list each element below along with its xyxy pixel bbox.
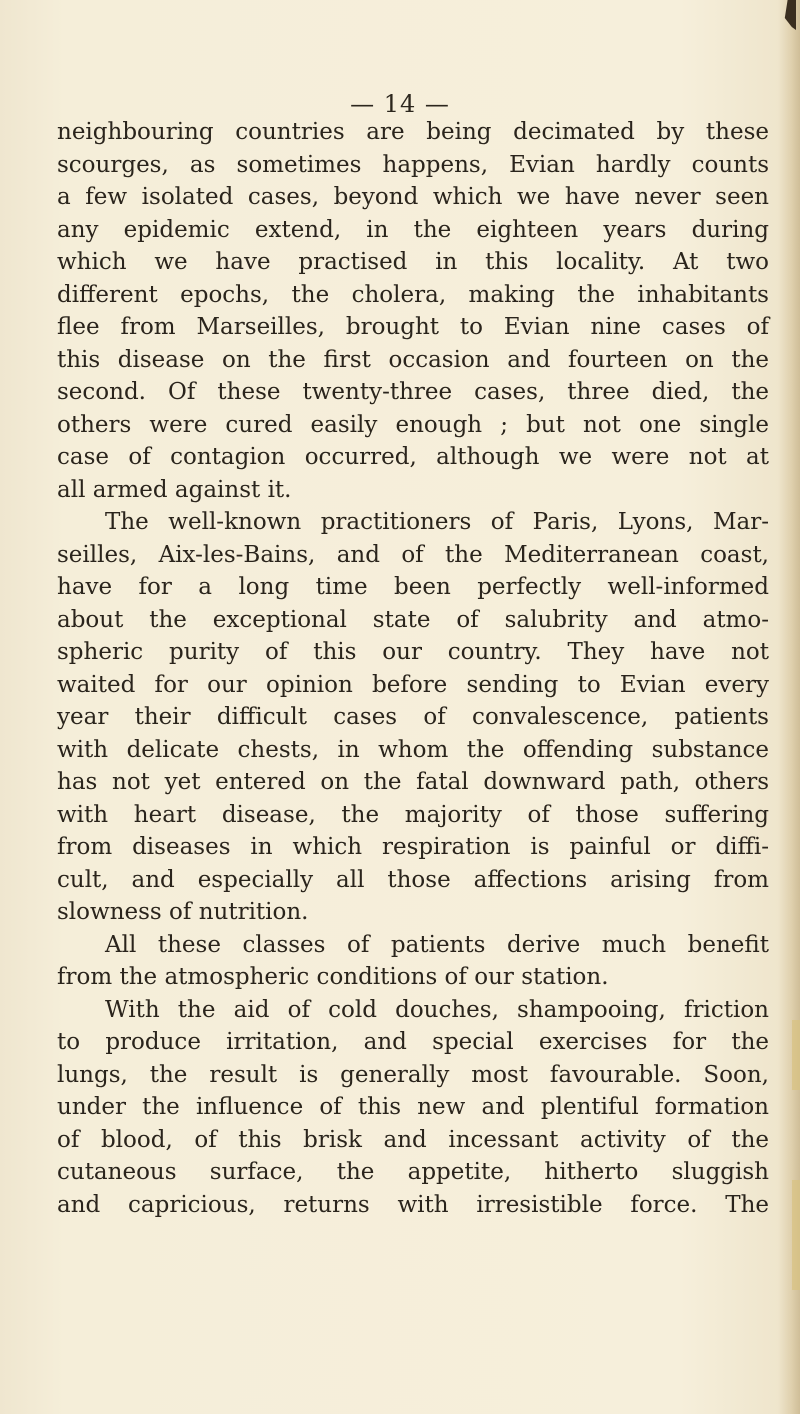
text-line: with heart disease, the majority of those suffering (57, 801, 769, 828)
text-line: slowness of nutrition. (57, 899, 309, 925)
text-line: from diseases in which respiration is painful or diffi- (57, 834, 769, 860)
text-line: All these classes of patients derive much benefit (105, 931, 769, 958)
text-line: cult, and especially all those affections arising from (57, 866, 769, 893)
text-line: from the atmospheric conditions of our station. (57, 964, 609, 990)
text-line: The well-known practitioners of Paris, Lyons, Mar- (105, 509, 769, 535)
page-number: — 14 — (350, 90, 450, 118)
text-line: under the influence of this new and plentiful formation (57, 1094, 769, 1120)
text-line: which we have practised in this locality. At two (57, 249, 769, 275)
text-line: spheric purity of this our country. They have not (57, 639, 769, 665)
text-line: cutaneous surface, the appetite, hitherto sluggish (57, 1159, 769, 1185)
text-line: of blood, of this brisk and incessant activity of the (57, 1126, 769, 1153)
edge-stain (792, 1020, 800, 1090)
text-line: lungs, the result is generally most favourable. Soon, (57, 1061, 769, 1088)
text-line: have for a long time been perfectly well-informed (57, 574, 769, 600)
text-line: second. Of these twenty-three cases, three died, the (57, 379, 769, 405)
text-line: seilles, Aix-les-Bains, and of the Mediterranean coast, (57, 541, 769, 568)
text-line: with delicate chests, in whom the offending substance (57, 736, 769, 763)
text-line: scourges, as sometimes happens, Evian hardly counts (57, 151, 769, 178)
text-line: case of contagion occurred, although we were not at (57, 444, 769, 470)
text-line: different epochs, the cholera, making the inhabitants (57, 281, 769, 308)
text-line: waited for our opinion before sending to Evian every (57, 671, 769, 698)
text-line: any epidemic extend, in the eighteen years during (57, 216, 769, 243)
text-line: all armed against it. (57, 476, 292, 503)
text-line: has not yet entered on the fatal downward path, others (57, 769, 769, 795)
text-line: neighbouring countries are being decimated by these (57, 119, 769, 145)
text-line: year their difficult cases of convalescence, patients (57, 704, 769, 730)
text-line: a few isolated cases, beyond which we have never seen (57, 184, 769, 210)
text-line: flee from Marseilles, brought to Evian nine cases of (57, 314, 769, 340)
text-line: With the aid of cold douches, shampooing, friction (105, 996, 769, 1023)
text-line: others were cured easily enough ; but not one single (57, 411, 769, 438)
body-text (57, 116, 769, 1221)
text-line: to produce irritation, and special exercises for the (57, 1029, 769, 1055)
edge-stain (792, 1180, 800, 1290)
text-line: and capricious, returns with irresistible force. The (57, 1191, 769, 1218)
text-line: about the exceptional state of salubrity and atmo- (57, 606, 769, 633)
text-line: this disease on the first occasion and fourteen on the (57, 346, 769, 373)
